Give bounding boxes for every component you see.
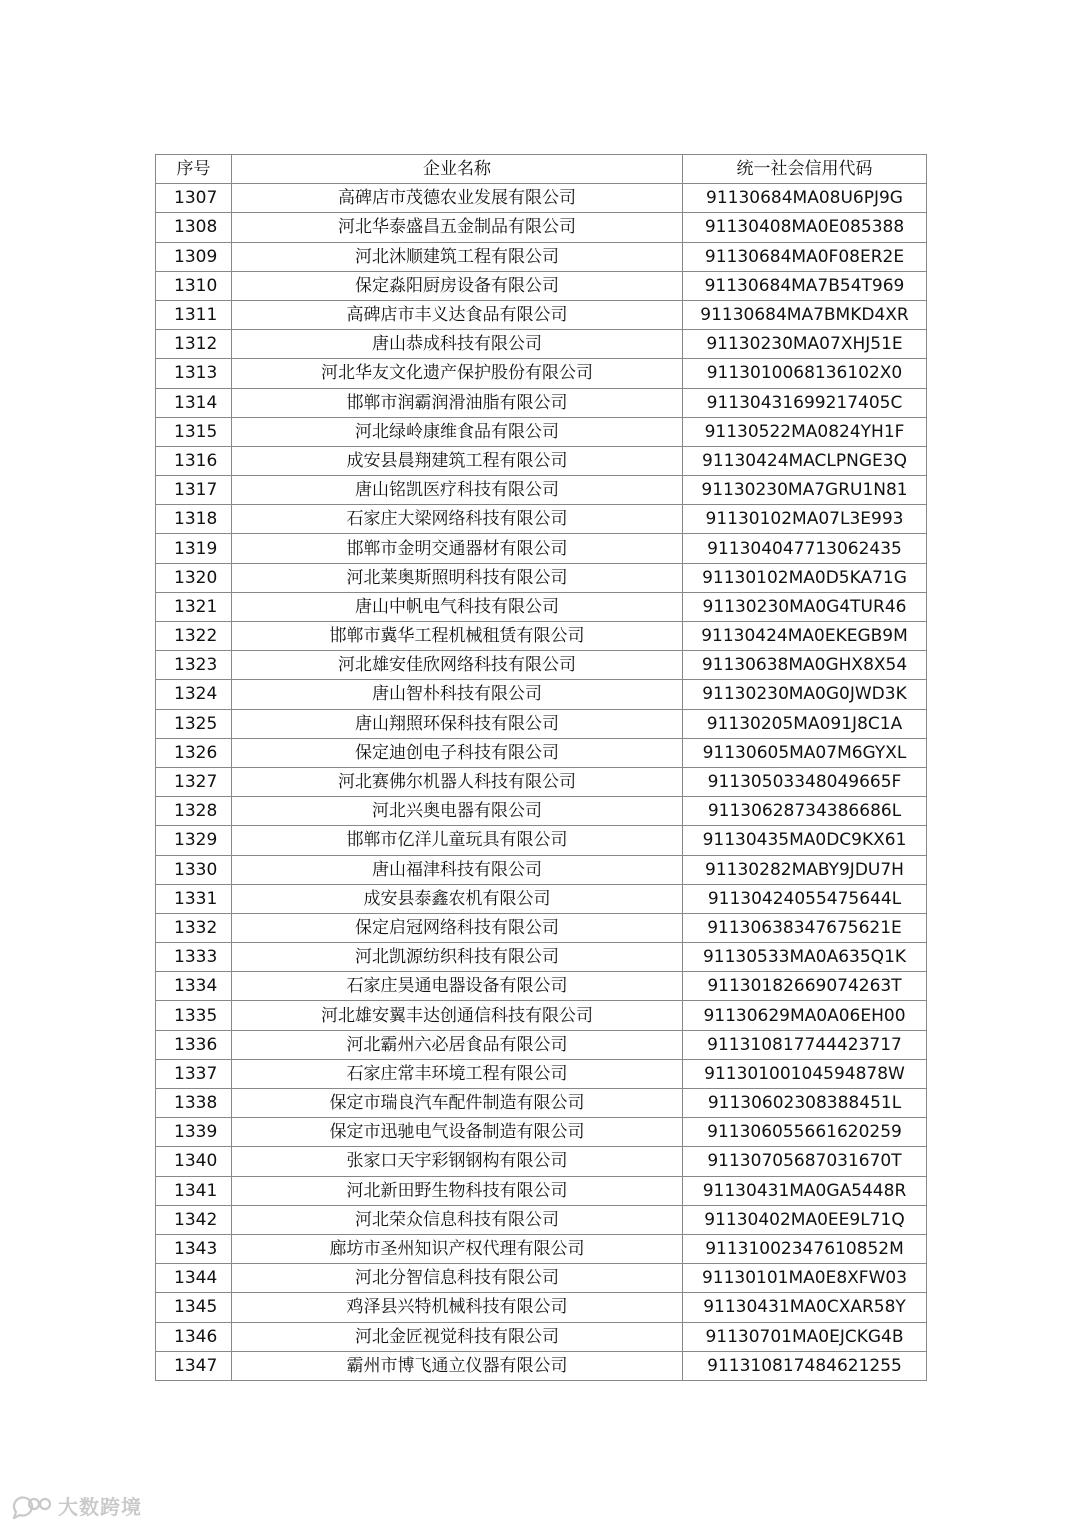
row-credit-code: 91130684MA7BMKD4XR [683, 300, 927, 329]
row-company-name: 保定迪创电子科技有限公司 [232, 738, 683, 767]
table-row [156, 884, 927, 913]
row-index: 1314 [156, 388, 232, 417]
row-company-name: 保定市瑞良汽车配件制造有限公司 [232, 1089, 683, 1118]
row-index: 1315 [156, 417, 232, 446]
row-credit-code: 91130230MA7GRU1N81 [683, 476, 927, 505]
enterprise-table [155, 154, 927, 1381]
table-row [156, 1059, 927, 1088]
row-credit-code: 911310817744423717 [683, 1030, 927, 1059]
row-index: 1318 [156, 505, 232, 534]
row-credit-code: 91130431MA0CXAR58Y [683, 1293, 927, 1322]
row-index: 1334 [156, 972, 232, 1001]
chat-bubble-logo-icon [10, 1493, 54, 1519]
row-credit-code: 91131002347610852M [683, 1234, 927, 1263]
row-index: 1343 [156, 1234, 232, 1263]
row-index: 1344 [156, 1264, 232, 1293]
row-company-name: 唐山铭凯医疗科技有限公司 [232, 476, 683, 505]
row-company-name: 霸州市博飞通立仪器有限公司 [232, 1351, 683, 1380]
row-index: 1331 [156, 884, 232, 913]
table-row [156, 1322, 927, 1351]
row-company-name: 唐山恭成科技有限公司 [232, 330, 683, 359]
table-row [156, 767, 927, 796]
table-row [156, 855, 927, 884]
row-company-name: 唐山智朴科技有限公司 [232, 680, 683, 709]
table-row [156, 1147, 927, 1176]
row-index: 1320 [156, 563, 232, 592]
table-row [156, 563, 927, 592]
row-credit-code: 91130102MA0D5KA71G [683, 563, 927, 592]
row-index: 1316 [156, 446, 232, 475]
row-credit-code: 91130424MA0EKEGB9M [683, 622, 927, 651]
table-row [156, 972, 927, 1001]
table-row [156, 505, 927, 534]
row-credit-code: 91130100104594878W [683, 1059, 927, 1088]
row-credit-code: 91130684MA08U6PJ9G [683, 184, 927, 213]
row-company-name: 保定市迅驰电气设备制造有限公司 [232, 1118, 683, 1147]
row-company-name: 河北新田野生物科技有限公司 [232, 1176, 683, 1205]
row-company-name: 河北华泰盛昌五金制品有限公司 [232, 213, 683, 242]
row-company-name: 成安县晨翔建筑工程有限公司 [232, 446, 683, 475]
header-company-name: 企业名称 [232, 155, 683, 184]
row-index: 1313 [156, 359, 232, 388]
row-credit-code: 91130602308388451L [683, 1089, 927, 1118]
row-index: 1307 [156, 184, 232, 213]
row-company-name: 河北赛佛尔机器人科技有限公司 [232, 767, 683, 796]
row-index: 1333 [156, 943, 232, 972]
row-index: 1341 [156, 1176, 232, 1205]
table-row [156, 680, 927, 709]
row-credit-code: 91130701MA0EJCKG4B [683, 1322, 927, 1351]
row-index: 1337 [156, 1059, 232, 1088]
row-credit-code: 91130605MA07M6GYXL [683, 738, 927, 767]
row-credit-code: 91130435MA0DC9KX61 [683, 826, 927, 855]
row-credit-code: 91130503348049665F [683, 767, 927, 796]
row-index: 1339 [156, 1118, 232, 1147]
row-credit-code: 911310817484621255 [683, 1351, 927, 1380]
row-company-name: 唐山翔照环保科技有限公司 [232, 709, 683, 738]
row-credit-code: 911306055661620259 [683, 1118, 927, 1147]
table-row [156, 1264, 927, 1293]
row-credit-code: 91130408MA0E085388 [683, 213, 927, 242]
table-row [156, 534, 927, 563]
row-index: 1321 [156, 592, 232, 621]
row-credit-code: 91130424MACLPNGE3Q [683, 446, 927, 475]
row-credit-code: 91130684MA0F08ER2E [683, 242, 927, 271]
row-company-name: 邯郸市冀华工程机械租赁有限公司 [232, 622, 683, 651]
row-index: 1308 [156, 213, 232, 242]
watermark-text: 大数跨境 [58, 1495, 142, 1519]
table-row [156, 476, 927, 505]
row-index: 1347 [156, 1351, 232, 1380]
row-index: 1309 [156, 242, 232, 271]
row-credit-code: 91130102MA07L3E993 [683, 505, 927, 534]
row-credit-code: 9113010068136102X0 [683, 359, 927, 388]
row-index: 1336 [156, 1030, 232, 1059]
row-company-name: 唐山中帆电气科技有限公司 [232, 592, 683, 621]
table-row [156, 797, 927, 826]
row-company-name: 河北华友文化遗产保护股份有限公司 [232, 359, 683, 388]
row-credit-code: 91130230MA0G4TUR46 [683, 592, 927, 621]
row-company-name: 廊坊市圣州知识产权代理有限公司 [232, 1234, 683, 1263]
row-index: 1340 [156, 1147, 232, 1176]
row-company-name: 保定启冠网络科技有限公司 [232, 913, 683, 942]
row-company-name: 河北凯源纺织科技有限公司 [232, 943, 683, 972]
row-company-name: 河北雄安佳欣网络科技有限公司 [232, 651, 683, 680]
table-row [156, 913, 927, 942]
table-row [156, 1001, 927, 1030]
table-row [156, 622, 927, 651]
table-row [156, 213, 927, 242]
row-credit-code: 91130424055475644L [683, 884, 927, 913]
table-row [156, 1351, 927, 1380]
table-row [156, 1205, 927, 1234]
row-index: 1342 [156, 1205, 232, 1234]
row-index: 1330 [156, 855, 232, 884]
table-row [156, 271, 927, 300]
header-index: 序号 [156, 155, 232, 184]
table-row [156, 1089, 927, 1118]
table-row [156, 592, 927, 621]
row-company-name: 河北绿岭康维食品有限公司 [232, 417, 683, 446]
row-credit-code: 9113062873438668​6L [683, 797, 927, 826]
row-index: 1345 [156, 1293, 232, 1322]
row-credit-code: 91130638MA0GHX8X54 [683, 651, 927, 680]
row-credit-code: 91130533MA0A635Q1K [683, 943, 927, 972]
row-company-name: 邯郸市亿洋儿童玩具有限公司 [232, 826, 683, 855]
row-credit-code: 91130431699217405C [683, 388, 927, 417]
row-company-name: 唐山福津科技有限公司 [232, 855, 683, 884]
row-credit-code: 91130230MA0G0JWD3K [683, 680, 927, 709]
table-row [156, 242, 927, 271]
row-company-name: 鸡泽县兴特机械科技有限公司 [232, 1293, 683, 1322]
row-index: 1322 [156, 622, 232, 651]
table-row [156, 651, 927, 680]
row-company-name: 河北荣众信息科技有限公司 [232, 1205, 683, 1234]
row-index: 1324 [156, 680, 232, 709]
row-index: 1317 [156, 476, 232, 505]
table-row [156, 184, 927, 213]
row-index: 1325 [156, 709, 232, 738]
row-company-name: 石家庄大梁网络科技有限公司 [232, 505, 683, 534]
row-company-name: 邯郸市润霸润滑油脂有限公司 [232, 388, 683, 417]
row-credit-code: 91130101MA0E8XFW03 [683, 1264, 927, 1293]
row-credit-code: 91130205MA091J8C1A [683, 709, 927, 738]
row-index: 1310 [156, 271, 232, 300]
row-company-name: 保定淼阳厨房设备有限公司 [232, 271, 683, 300]
row-company-name: 邯郸市金明交通器材有限公司 [232, 534, 683, 563]
row-index: 1311 [156, 300, 232, 329]
row-index: 1328 [156, 797, 232, 826]
table-row [156, 446, 927, 475]
table-row [156, 1176, 927, 1205]
row-index: 1329 [156, 826, 232, 855]
row-credit-code: 91130684MA7B54T969 [683, 271, 927, 300]
row-credit-code: 91130230MA07XHJ51E [683, 330, 927, 359]
row-index: 1338 [156, 1089, 232, 1118]
table-row [156, 1030, 927, 1059]
table-row [156, 943, 927, 972]
watermark [10, 1491, 142, 1520]
table-row [156, 300, 927, 329]
row-credit-code: 91130522MA0824YH1F [683, 417, 927, 446]
row-credit-code: 911304047713062435 [683, 534, 927, 563]
row-company-name: 高碑店市丰义达食品有限公司 [232, 300, 683, 329]
row-company-name: 石家庄昊通电器设备有限公司 [232, 972, 683, 1001]
row-company-name: 成安县泰鑫农机有限公司 [232, 884, 683, 913]
table-header-row [156, 155, 927, 184]
row-company-name: 河北沐顺建筑工程有限公司 [232, 242, 683, 271]
table-row [156, 388, 927, 417]
table-row [156, 359, 927, 388]
table-row [156, 709, 927, 738]
row-company-name: 河北霸州六必居食品有限公司 [232, 1030, 683, 1059]
row-company-name: 河北分智信息科技有限公司 [232, 1264, 683, 1293]
row-credit-code: 91130638347675621E [683, 913, 927, 942]
row-company-name: 河北金匠视觉科技有限公司 [232, 1322, 683, 1351]
row-credit-code: 91130629MA0A06EH00 [683, 1001, 927, 1030]
row-index: 1335 [156, 1001, 232, 1030]
row-company-name: 河北兴奥电器有限公司 [232, 797, 683, 826]
row-index: 1312 [156, 330, 232, 359]
row-company-name: 石家庄常丰环境工程有限公司 [232, 1059, 683, 1088]
row-index: 1319 [156, 534, 232, 563]
row-credit-code: 91130182669074263T [683, 972, 927, 1001]
table-row [156, 330, 927, 359]
row-index: 1346 [156, 1322, 232, 1351]
table-row [156, 1234, 927, 1263]
table-row [156, 826, 927, 855]
row-index: 1332 [156, 913, 232, 942]
row-credit-code: 91130431MA0GA5448R [683, 1176, 927, 1205]
row-index: 1323 [156, 651, 232, 680]
table-row [156, 1293, 927, 1322]
table-row [156, 738, 927, 767]
table-body [156, 184, 927, 1381]
row-index: 1327 [156, 767, 232, 796]
row-company-name: 张家口天宇彩钢钢构有限公司 [232, 1147, 683, 1176]
table-row [156, 417, 927, 446]
row-credit-code: 91130282MABY9JDU7H [683, 855, 927, 884]
row-company-name: 河北雄安翼丰达创通信科技有限公司 [232, 1001, 683, 1030]
row-index: 1326 [156, 738, 232, 767]
row-company-name: 河北莱奥斯照明科技有限公司 [232, 563, 683, 592]
row-company-name: 高碑店市茂德农业发展有限公司 [232, 184, 683, 213]
row-credit-code: 91130705687031670T [683, 1147, 927, 1176]
table-row [156, 1118, 927, 1147]
row-credit-code: 91130402MA0EE9L71Q [683, 1205, 927, 1234]
header-credit-code: 统一社会信用代码 [683, 155, 927, 184]
